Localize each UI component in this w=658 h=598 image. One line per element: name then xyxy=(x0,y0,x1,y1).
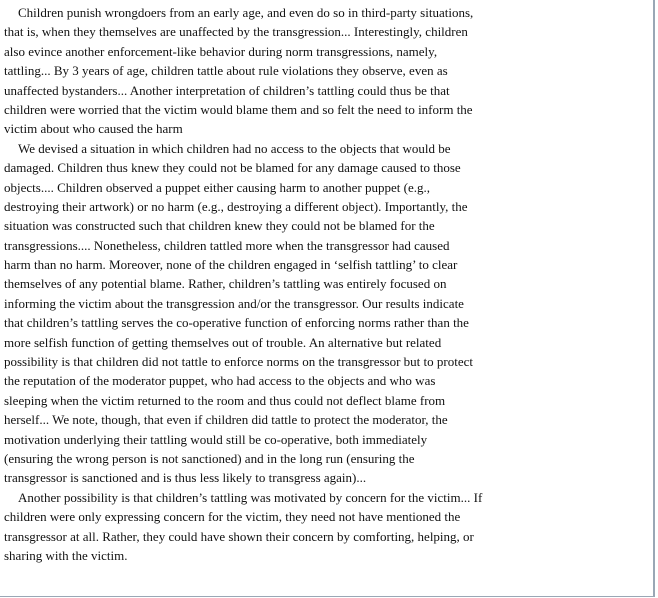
text-line: transgressor at all. Rather, they could have shown their concern by comforting, helping, or xyxy=(4,528,474,544)
text-line: sharing with the victim. xyxy=(4,547,128,563)
text-line: situation was constructed such that children knew they could not be blamed for the xyxy=(4,218,435,234)
text-line: children were only expressing concern for the victim, they need not have mentioned the xyxy=(4,509,461,525)
text-line: destroying their artwork) or no harm (e.g., destroying a different object). Importantly, the xyxy=(4,198,468,214)
text-line: Another possibility is that children’s tattling was motivated by concern for the victim... If xyxy=(18,489,483,505)
text-line: that is, when they themselves are unaffected by the transgression... Interestingly, children xyxy=(4,24,468,40)
text-line: transgressions.... Nonetheless, children tattled more when the transgressor had caused xyxy=(4,237,450,253)
text-line: sleeping when the victim returned to the room and thus could not deflect blame from xyxy=(4,392,446,408)
text-line: Children punish wrongdoers from an early age, and even do so in third-party situations, xyxy=(18,5,474,20)
text-line: themselves of any potential blame. Rather, children’s tattling was entirely focused on xyxy=(4,276,447,292)
text-line: harm than no harm. Moreover, none of the children engaged in ‘selfish tattling’ to clear xyxy=(4,257,458,273)
text-line: also evince another enforcement-like behavior during norm transgressions, namely, xyxy=(4,43,438,59)
text-line: the reputation of the moderator puppet, who had access to the objects and who was xyxy=(4,373,436,389)
text-line: informing the victim about the transgression and/or the transgressor. Our results indicate xyxy=(4,295,464,311)
document-body xyxy=(0,3,653,565)
text-line: that children’s tattling serves the co-operative function of enforcing norms rather than the xyxy=(4,315,469,331)
paragraph-3 xyxy=(4,488,653,566)
text-line: transgressor is sanctioned and is thus less likely to transgress again)... xyxy=(4,470,367,486)
text-line: herself... We note, though, that even if children did tattle to protect the moderator, the xyxy=(4,412,448,428)
text-line: tattling... By 3 years of age, children tattle about rule violations they observe, even as xyxy=(4,63,448,79)
text-line: children were worried that the victim would blame them and so felt the need to inform the xyxy=(4,101,473,117)
paragraph-1 xyxy=(4,3,653,139)
text-line: objects.... Children observed a puppet either causing harm to another puppet (e.g., xyxy=(4,179,430,195)
text-line: unaffected bystanders... Another interpretation of children’s tattling could thus be that xyxy=(4,82,450,98)
text-line: possibility is that children did not tattle to enforce norms on the transgressor but to protect xyxy=(4,354,473,370)
text-line: damaged. Children thus knew they could not be blamed for any damage caused to those xyxy=(4,160,461,176)
paragraph-2 xyxy=(4,139,653,488)
text-line: (ensuring the wrong person is not sanctioned) and in the long run (ensuring the xyxy=(4,450,415,466)
text-line: victim about who caused the harm xyxy=(4,121,183,137)
text-line: more selfish function of getting themselves out of trouble. An alternative but related xyxy=(4,334,442,350)
text-line: We devised a situation in which children had no access to the objects that would be xyxy=(18,140,451,156)
text-line: motivation underlying their tattling would still be co-operative, both immediately xyxy=(4,431,428,447)
